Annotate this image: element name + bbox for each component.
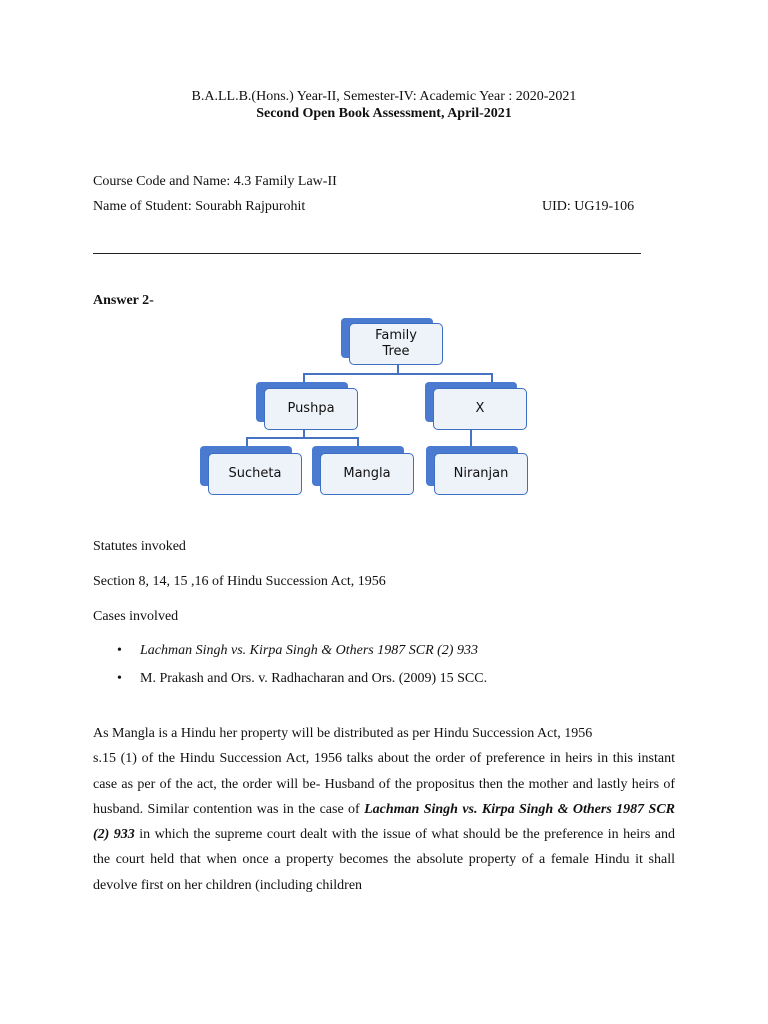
paragraph-intro: As Mangla is a Hindu her property will be distributed as per Hindu Succession Act, 1956 <box>93 726 593 741</box>
statutes-heading: Statutes invoked <box>93 539 186 554</box>
answer-heading: Answer 2- <box>93 293 154 308</box>
paragraph-text-2: in which the supreme court dealt with the issue of what should be the preference in heirs and the court held that when once a property becomes the absolute property of a female Hindu it shall devolve first on her children (including children <box>93 827 675 893</box>
node-x-label: X <box>433 388 527 430</box>
assessment-title: Second Open Book Assessment, April-2021 <box>256 106 512 121</box>
student-name-line: Name of Student: Sourabh Rajpurohit <box>93 199 306 214</box>
connector-level1-bar <box>303 373 493 375</box>
paragraph-case-citation: Lachman Singh vs. Kirpa Singh & Others 1987 SCR (2) 933 <box>93 801 675 843</box>
bullet-icon: • <box>117 643 122 658</box>
statutes-text: Section 8, 14, 15 ,16 of Hindu Succession Act, 1956 <box>93 574 386 589</box>
connector-x-to-niranjan <box>470 429 472 447</box>
course-line: Course Code and Name: 4.3 Family Law-II <box>93 174 337 189</box>
connector-level2-bar <box>246 437 359 439</box>
uid-line: UID: UG19-106 <box>542 199 635 214</box>
node-sucheta-label: Sucheta <box>208 453 302 495</box>
paragraph-text-1: s.15 (1) of the Hindu Succession Act, 1956 talks about the order of preference in heirs in this instant case as per of the act, the order will be- Husband of the propositus then the mother and lastly heirs of husband. Similar contention was in the case of <box>93 751 675 817</box>
cases-heading: Cases involved <box>93 609 179 624</box>
bullet-icon: • <box>117 671 122 686</box>
case-2: M. Prakash and Ors. v. Radhacharan and Ors. (2009) 15 SCC. <box>140 671 488 686</box>
node-family-tree-label: Family Tree <box>349 323 443 365</box>
paragraph-body <box>93 746 675 898</box>
answer-paragraph <box>93 721 675 898</box>
node-mangla-label: Mangla <box>320 453 414 495</box>
node-niranjan-label: Niranjan <box>434 453 528 495</box>
case-1: Lachman Singh vs. Kirpa Singh & Others 1987 SCR (2) 933 <box>140 643 478 658</box>
node-pushpa-label: Pushpa <box>264 388 358 430</box>
header-line-1: B.A.LL.B.(Hons.) Year-II, Semester-IV: Academic Year : 2020-2021 <box>191 89 577 104</box>
